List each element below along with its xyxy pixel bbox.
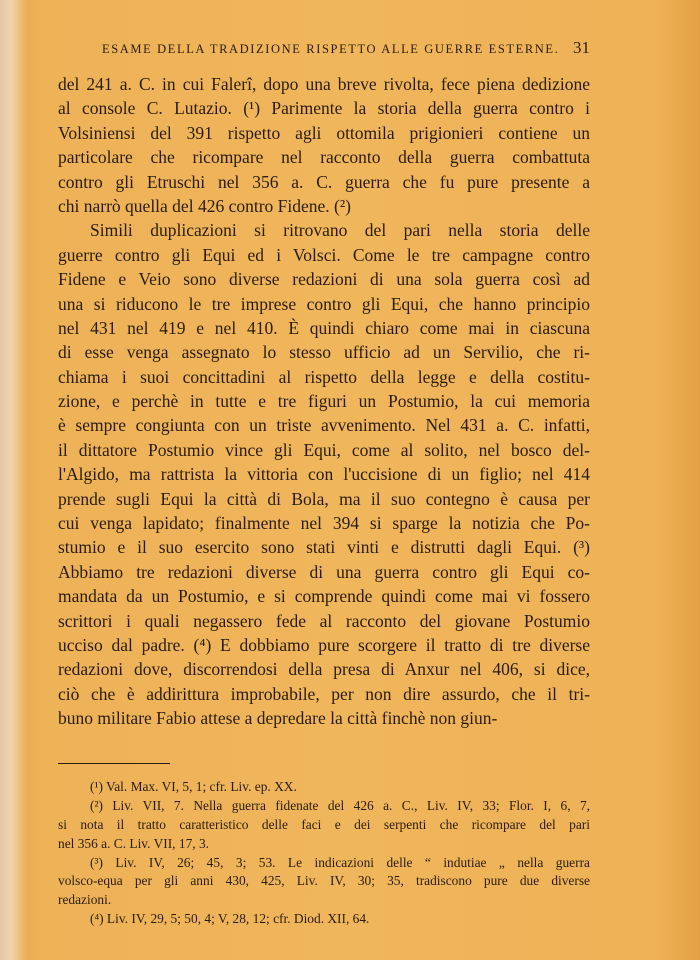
text-line: stumio e il suo esercito sono stati vinti e distrutti dagli Equi. (³): [58, 537, 590, 558]
page-number: 31: [573, 38, 590, 57]
text-line: ciò che è addirittura improbabile, per non dire assurdo, che il tri-: [58, 683, 590, 704]
footnote-line: (²) Liv. VII, 7. Nella guerra fidenate del 426 a. C., Liv. IV, 33; Flor. I, 6, 7,: [90, 797, 590, 813]
text-line: ucciso dal padre. (⁴) E dobbiamo pure scorgere il tratto di tre diverse: [58, 634, 590, 655]
text-line: Abbiamo tre redazioni diverse di una guerra contro gli Equi co-: [58, 561, 590, 582]
main-text: [58, 72, 590, 731]
page-header: [58, 38, 590, 60]
text-line: il dittatore Postumio vince gli Equi, come al solito, nel bosco del-: [58, 439, 590, 460]
text-line: Volsiniensi del 391 rispetto agli ottomila prigionieri contiene un: [58, 122, 590, 143]
text-line: contro gli Etruschi nel 356 a. C. guerra che fu pure presente a: [58, 171, 590, 192]
text-line: prende sugli Equi la città di Bola, ma il suo contegno è causa per: [58, 488, 590, 509]
footnote-line: (¹) Val. Max. VI, 5, 1; cfr. Liv. ep. XX.: [90, 779, 297, 794]
text-line: chi narrò quella del 426 contro Fidene. (²): [58, 195, 351, 216]
text-line: guerre contro gli Equi ed i Volsci. Come le tre campagne contro: [58, 244, 590, 265]
footnote-line: redazioni.: [58, 892, 112, 908]
footnote-line: volsco-equa per gli anni 430, 425, Liv. IV, 30; 35, tradiscono pure due diverse: [58, 873, 590, 889]
text-line: una si riducono le tre imprese contro gli Equi, che hanno principio: [58, 293, 590, 314]
text-line: redazioni dove, discorrendosi della presa di Anxur nel 406, si dice,: [58, 659, 590, 680]
text-line: di esse venga assegnato lo stesso ufficio ad un Servilio, che ri-: [58, 342, 590, 363]
text-line: al console C. Lutazio. (¹) Parimente la storia della guerra contro i: [58, 98, 590, 119]
text-line: Simili duplicazioni si ritrovano del pari nella storia delle: [90, 220, 590, 241]
footnote-line: nel 356 a. C. Liv. VII, 17, 3.: [58, 835, 209, 851]
text-line: nel 431 nel 419 e nel 410. È quindi chiaro come mai in ciascuna: [58, 317, 590, 338]
footnote-line: si nota il tratto caratteristico delle faci e dei serpenti che ricompare del pari: [58, 816, 590, 832]
text-line: l'Algido, ma rattrista la vittoria con l'uccisione di un figlio; nel 414: [58, 464, 590, 485]
footnote-separator: [58, 763, 170, 764]
footnotes: [58, 778, 590, 929]
text-line: è sempre congiunta con un triste avvenimento. Nel 431 a. C. infatti,: [58, 415, 590, 436]
text-line: zione, e perchè in tutte e tre figuri un Postumio, la cui memoria: [58, 391, 590, 412]
text-line: del 241 a. C. in cui Falerî, dopo una breve rivolta, fece piena dedizione: [58, 74, 590, 94]
running-title: ESAME DELLA TRADIZIONE RISPETTO ALLE GUERRE ESTERNE.: [102, 42, 560, 56]
text-line: chiama i suoi concittadini al rispetto della legge e della costitu-: [58, 366, 590, 387]
text-line: Fidene e Veio sono diverse redazioni di una sola guerra così ad: [58, 269, 590, 290]
footnote-line: (⁴) Liv. IV, 29, 5; 50, 4; V, 28, 12; cfr. Diod. XII, 64.: [90, 911, 370, 927]
text-line: particolare che ricompare nel racconto della guerra combattuta: [58, 147, 590, 168]
text-line: mandata da un Postumio, e si comprende quindi come mai vi fossero: [58, 586, 590, 607]
text-line: buno militare Fabio attese a depredare la città finchè non giun-: [58, 708, 498, 729]
text-line: scrittori i quali negassero fede al racconto del giovane Postumio: [58, 610, 590, 631]
footnote-line: (³) Liv. IV, 26; 45, 3; 53. Le indicazioni delle “ indutiae „ nella guerra: [90, 854, 590, 870]
text-line: cui venga lapidato; finalmente nel 394 si sparge la notizia che Po-: [58, 513, 590, 534]
